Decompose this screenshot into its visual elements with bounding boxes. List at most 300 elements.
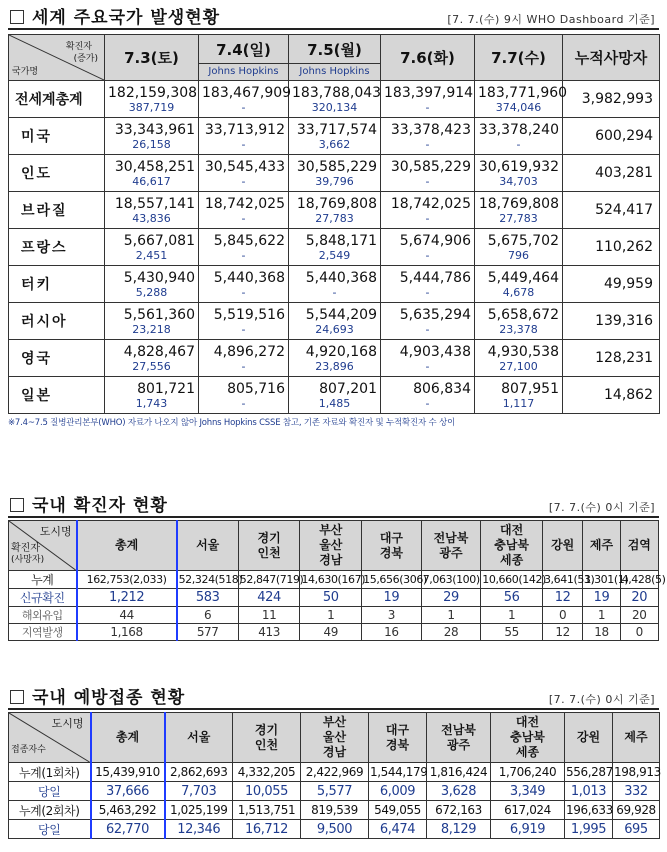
cumulative-cases: 183,397,914 bbox=[384, 84, 474, 101]
cumulative-cases: 30,585,229 bbox=[296, 158, 377, 175]
case-cell bbox=[289, 155, 381, 192]
world-title: 세계 주요국가 발생현황 bbox=[10, 3, 220, 28]
value-cell: 37,666 bbox=[91, 782, 165, 801]
daily-increase: 24,693 bbox=[315, 322, 354, 336]
cumulative-deaths: 128,231 bbox=[563, 340, 660, 377]
cumulative-deaths: 524,417 bbox=[563, 192, 660, 229]
cumulative-deaths: 49,959 bbox=[563, 266, 660, 303]
date-header: 7.4(일) Johns Hopkins bbox=[199, 35, 289, 81]
table-row bbox=[9, 763, 660, 782]
value-cell: 19 bbox=[362, 589, 422, 607]
domestic-section bbox=[8, 492, 666, 641]
value-cell: 20 bbox=[620, 589, 658, 607]
domestic-note: [7. 7.(수) 0시 기준] bbox=[548, 501, 655, 514]
cumulative-cases: 33,713,912 bbox=[204, 121, 285, 138]
value-cell: 3,628 bbox=[427, 782, 491, 801]
case-cell bbox=[289, 377, 381, 414]
value-cell: 50 bbox=[300, 589, 362, 607]
daily-increase: 320,134 bbox=[311, 100, 358, 114]
value-cell: 10,660(142) bbox=[481, 571, 543, 589]
case-cell bbox=[105, 155, 199, 192]
cumulative-cases: 5,519,516 bbox=[213, 306, 285, 323]
case-cell bbox=[289, 118, 381, 155]
cumulative-cases: 30,458,251 bbox=[114, 158, 195, 175]
case-cell bbox=[199, 266, 289, 303]
corner-top-label: 도시명 bbox=[39, 525, 72, 538]
case-cell bbox=[381, 229, 475, 266]
cumulative-cases: 5,444,786 bbox=[399, 269, 471, 286]
value-cell: 44 bbox=[77, 607, 177, 624]
value-cell: 1 bbox=[300, 607, 362, 624]
region-header: 강원 bbox=[565, 713, 613, 763]
world-title-row bbox=[8, 4, 659, 30]
table-row bbox=[9, 340, 660, 377]
cumulative-deaths: 110,262 bbox=[563, 229, 660, 266]
daily-increase: - bbox=[425, 396, 430, 410]
case-cell bbox=[105, 229, 199, 266]
case-cell bbox=[199, 118, 289, 155]
world-note: [7. 7.(수) 9시 WHO Dashboard 기준] bbox=[447, 13, 655, 26]
value-cell: 1,168 bbox=[77, 624, 177, 641]
table-row bbox=[9, 624, 659, 641]
domestic-table-body bbox=[9, 571, 666, 641]
daily-increase: - bbox=[241, 359, 246, 373]
date-source-label: Johns Hopkins bbox=[199, 63, 288, 77]
daily-increase: 387,719 bbox=[128, 100, 175, 114]
date-source-label: Johns Hopkins bbox=[289, 63, 380, 77]
cumulative-cases: 18,557,141 bbox=[114, 195, 195, 212]
daily-increase: - bbox=[516, 137, 521, 151]
value-cell: 196,633 bbox=[565, 801, 613, 820]
table-row bbox=[9, 266, 660, 303]
table-row bbox=[9, 820, 660, 839]
daily-increase: 1,117 bbox=[502, 396, 535, 410]
vaccination-title: 국내 예방접종 현황 bbox=[10, 683, 185, 708]
value-cell: 2,422,969 bbox=[301, 763, 369, 782]
daily-increase: 27,100 bbox=[499, 359, 538, 373]
row-label: 당일 bbox=[9, 782, 91, 801]
corner-bottom-sub-label: (사망자) bbox=[11, 555, 45, 565]
cumulative-cases: 5,658,672 bbox=[487, 306, 559, 323]
table-row bbox=[9, 377, 660, 414]
cumulative-cases: 33,378,423 bbox=[390, 121, 471, 138]
cumulative-cases: 30,585,229 bbox=[390, 158, 471, 175]
value-cell: 3,349 bbox=[491, 782, 565, 801]
case-cell bbox=[289, 266, 381, 303]
daily-increase: - bbox=[425, 174, 430, 188]
case-cell bbox=[381, 155, 475, 192]
cumulative-deaths: 403,281 bbox=[563, 155, 660, 192]
checkbox-square-icon bbox=[10, 498, 24, 512]
region-header: 강원 bbox=[542, 521, 582, 571]
cumulative-cases: 182,159,308 bbox=[108, 84, 198, 101]
value-cell: 15,656(306) bbox=[362, 571, 422, 589]
daily-increase: 23,896 bbox=[315, 359, 354, 373]
value-cell: 583 bbox=[177, 589, 239, 607]
row-label: 누계(2회차) bbox=[9, 801, 91, 820]
corner-top-label: 도시명 bbox=[51, 717, 84, 730]
country-name: 일본 bbox=[9, 377, 105, 414]
value-cell: 6,919 bbox=[491, 820, 565, 839]
corner-bottom-label: 접종자수 bbox=[11, 745, 46, 755]
value-cell: 2,862,693 bbox=[165, 763, 233, 782]
value-cell: 0 bbox=[542, 607, 582, 624]
domestic-title: 국내 확진자 현황 bbox=[10, 491, 168, 516]
case-cell bbox=[105, 340, 199, 377]
case-cell bbox=[475, 192, 563, 229]
corner-top-sub-label: (증가) bbox=[73, 54, 98, 64]
daily-increase: 2,549 bbox=[318, 248, 351, 262]
cumulative-cases: 18,769,808 bbox=[478, 195, 559, 212]
case-cell bbox=[105, 192, 199, 229]
value-cell: 56 bbox=[481, 589, 543, 607]
value-cell: 8,129 bbox=[427, 820, 491, 839]
corner-bottom-label: 국가명 bbox=[12, 67, 39, 77]
case-cell bbox=[199, 81, 292, 118]
value-cell: 1,706,240 bbox=[491, 763, 565, 782]
cumulative-cases: 801,721 bbox=[137, 380, 195, 397]
value-cell: 62,770 bbox=[91, 820, 165, 839]
cumulative-cases: 183,771,960 bbox=[478, 84, 568, 101]
daily-increase: 43,836 bbox=[132, 211, 171, 225]
case-cell bbox=[381, 377, 475, 414]
case-cell bbox=[475, 266, 563, 303]
case-cell bbox=[199, 229, 289, 266]
case-cell bbox=[289, 81, 381, 118]
region-header: 제주 bbox=[613, 713, 660, 763]
daily-increase: 27,783 bbox=[499, 211, 538, 225]
daily-increase: - bbox=[241, 285, 246, 299]
table-row bbox=[9, 589, 659, 607]
daily-increase: 46,617 bbox=[132, 174, 171, 188]
case-cell bbox=[289, 303, 381, 340]
case-cell bbox=[475, 81, 568, 118]
region-header: 대전 충남북 세종 bbox=[481, 521, 543, 571]
case-cell bbox=[475, 340, 563, 377]
value-cell: 5,577 bbox=[301, 782, 369, 801]
region-header: 대전 충남북 세종 bbox=[491, 713, 565, 763]
case-cell bbox=[105, 118, 199, 155]
daily-increase: 5,288 bbox=[135, 285, 168, 299]
cumulative-cases: 5,440,368 bbox=[305, 269, 377, 286]
world-table bbox=[8, 34, 660, 414]
value-cell: 69,928 bbox=[613, 801, 660, 820]
row-label: 당일 bbox=[9, 820, 91, 839]
case-cell bbox=[475, 229, 563, 266]
case-cell bbox=[381, 81, 475, 118]
cumulative-cases: 33,343,961 bbox=[114, 121, 195, 138]
cumulative-cases: 30,545,433 bbox=[204, 158, 285, 175]
checkbox-square-icon bbox=[10, 10, 24, 24]
value-cell: 3,641(53) bbox=[542, 571, 582, 589]
cumulative-cases: 5,848,171 bbox=[305, 232, 377, 249]
case-cell bbox=[199, 340, 289, 377]
table-row bbox=[9, 801, 660, 820]
daily-increase: - bbox=[241, 248, 246, 262]
daily-increase: 26,158 bbox=[132, 137, 171, 151]
vaccination-table bbox=[8, 712, 660, 839]
title-underline bbox=[8, 708, 659, 710]
table-row bbox=[9, 118, 660, 155]
cumulative-cases: 5,635,294 bbox=[399, 306, 471, 323]
value-cell: 1,995 bbox=[565, 820, 613, 839]
region-header: 대구 경북 bbox=[362, 521, 422, 571]
case-cell bbox=[199, 192, 289, 229]
region-header: 경기 인천 bbox=[233, 713, 301, 763]
case-cell bbox=[381, 303, 475, 340]
region-header: 총계 bbox=[77, 521, 177, 571]
cumulative-cases: 18,742,025 bbox=[204, 195, 285, 212]
daily-increase: 3,662 bbox=[318, 137, 351, 151]
daily-increase: 23,218 bbox=[132, 322, 171, 336]
table-row bbox=[9, 303, 660, 340]
country-name: 인도 bbox=[9, 155, 105, 192]
value-cell: 1,212 bbox=[77, 589, 177, 607]
daily-increase: - bbox=[332, 285, 337, 299]
country-name: 영국 bbox=[9, 340, 105, 377]
cumulative-cases: 5,667,081 bbox=[123, 232, 195, 249]
table-row bbox=[9, 192, 660, 229]
cumulative-cases: 5,544,209 bbox=[305, 306, 377, 323]
cumulative-cases: 5,440,368 bbox=[213, 269, 285, 286]
cumulative-cases: 805,716 bbox=[227, 380, 285, 397]
world-table-body bbox=[9, 81, 660, 414]
daily-increase: 2,451 bbox=[135, 248, 168, 262]
value-cell: 672,163 bbox=[427, 801, 491, 820]
daily-increase: - bbox=[425, 285, 430, 299]
case-cell bbox=[475, 377, 563, 414]
region-header: 검역 bbox=[620, 521, 658, 571]
cumulative-cases: 5,561,360 bbox=[123, 306, 195, 323]
case-cell bbox=[289, 229, 381, 266]
cumulative-cases: 33,378,240 bbox=[478, 121, 559, 138]
case-cell bbox=[105, 81, 199, 118]
title-underline bbox=[8, 516, 659, 518]
row-label: 지역발생 bbox=[9, 624, 77, 641]
row-label: 누계 bbox=[9, 571, 77, 589]
value-cell: 1,544,179 bbox=[369, 763, 427, 782]
value-cell: 3 bbox=[362, 607, 422, 624]
cumulative-cases: 4,920,168 bbox=[305, 343, 377, 360]
case-cell bbox=[381, 192, 475, 229]
table-row bbox=[9, 81, 660, 118]
region-header: 총계 bbox=[91, 713, 165, 763]
value-cell: 198,913 bbox=[613, 763, 660, 782]
value-cell: 15,439,910 bbox=[91, 763, 165, 782]
daily-increase: - bbox=[425, 248, 430, 262]
value-cell: 29 bbox=[421, 589, 481, 607]
domestic-header-row bbox=[9, 521, 659, 571]
value-cell: 7,703 bbox=[165, 782, 233, 801]
case-cell bbox=[381, 340, 475, 377]
value-cell: 424 bbox=[238, 589, 300, 607]
daily-increase: - bbox=[425, 211, 430, 225]
value-cell: 6,474 bbox=[369, 820, 427, 839]
case-cell bbox=[289, 340, 381, 377]
value-cell: 52,847(719) bbox=[238, 571, 300, 589]
value-cell: 11 bbox=[238, 607, 300, 624]
region-header: 전남북 광주 bbox=[421, 521, 481, 571]
value-cell: 1,301(1) bbox=[583, 571, 620, 589]
cumulative-cases: 4,903,438 bbox=[399, 343, 471, 360]
country-name: 프랑스 bbox=[9, 229, 105, 266]
value-cell: 55 bbox=[481, 624, 543, 641]
checkbox-square-icon bbox=[10, 690, 24, 704]
daily-increase: - bbox=[241, 137, 246, 151]
cumulative-deaths: 139,316 bbox=[563, 303, 660, 340]
vaccination-table-body bbox=[9, 763, 660, 839]
cumulative-cases: 18,742,025 bbox=[390, 195, 471, 212]
cumulative-cases: 33,717,574 bbox=[296, 121, 377, 138]
case-cell bbox=[381, 118, 475, 155]
daily-increase: - bbox=[425, 137, 430, 151]
region-header: 부산 울산 경남 bbox=[301, 713, 369, 763]
value-cell: 12 bbox=[542, 624, 582, 641]
daily-increase: 1,743 bbox=[135, 396, 168, 410]
date-header: 7.3(토) bbox=[105, 35, 199, 81]
cumulative-deaths: 14,862 bbox=[563, 377, 660, 414]
cumulative-cases: 807,201 bbox=[319, 380, 377, 397]
world-header-row bbox=[9, 35, 660, 81]
region-header: 제주 bbox=[583, 521, 620, 571]
case-cell bbox=[475, 118, 563, 155]
cumulative-cases: 5,675,702 bbox=[487, 232, 559, 249]
value-cell: 332 bbox=[613, 782, 660, 801]
case-cell bbox=[289, 192, 381, 229]
cumulative-cases: 807,951 bbox=[501, 380, 559, 397]
value-cell: 577 bbox=[177, 624, 239, 641]
table-row bbox=[9, 571, 659, 589]
daily-increase: 34,703 bbox=[499, 174, 538, 188]
daily-increase: - bbox=[241, 322, 246, 336]
case-cell bbox=[199, 155, 289, 192]
country-name: 전세계총계 bbox=[9, 81, 105, 118]
case-cell bbox=[105, 266, 199, 303]
country-name: 브라질 bbox=[9, 192, 105, 229]
value-cell: 0 bbox=[620, 624, 658, 641]
cumulative-cases: 4,930,538 bbox=[487, 343, 559, 360]
date-header: 7.7(수) bbox=[475, 35, 563, 81]
case-cell bbox=[199, 303, 289, 340]
cumulative-cases: 30,619,932 bbox=[478, 158, 559, 175]
corner-top-label: 확진자 bbox=[65, 42, 92, 52]
value-cell: 16,712 bbox=[233, 820, 301, 839]
value-cell: 16 bbox=[362, 624, 422, 641]
value-cell: 6,009 bbox=[369, 782, 427, 801]
cumulative-cases: 4,828,467 bbox=[123, 343, 195, 360]
case-cell bbox=[475, 303, 563, 340]
daily-increase: 374,046 bbox=[495, 100, 542, 114]
cumulative-cases: 183,788,043 bbox=[292, 84, 382, 101]
value-cell: 1,816,424 bbox=[427, 763, 491, 782]
daily-increase: - bbox=[425, 100, 430, 114]
title-underline bbox=[8, 28, 659, 30]
diagonal-header-cell bbox=[9, 713, 91, 763]
region-header: 부산 울산 경남 bbox=[300, 521, 362, 571]
daily-increase: 23,378 bbox=[499, 322, 538, 336]
daily-increase: 1,485 bbox=[318, 396, 351, 410]
case-cell bbox=[105, 377, 199, 414]
domestic-table bbox=[8, 520, 666, 641]
daily-increase: 796 bbox=[508, 248, 529, 262]
value-cell: 28 bbox=[421, 624, 481, 641]
date-header: 7.6(화) bbox=[381, 35, 475, 81]
value-cell: 617,024 bbox=[491, 801, 565, 820]
cumulative-cases: 18,769,808 bbox=[296, 195, 377, 212]
region-header: 전남북 광주 bbox=[427, 713, 491, 763]
vaccination-title-row bbox=[8, 684, 659, 710]
cumulative-cases: 5,430,940 bbox=[123, 269, 195, 286]
daily-increase: - bbox=[241, 396, 246, 410]
cum-deaths-header: 누적사망자 bbox=[563, 35, 660, 81]
case-cell bbox=[381, 266, 475, 303]
vaccination-header-row bbox=[9, 713, 660, 763]
value-cell: 12,346 bbox=[165, 820, 233, 839]
daily-increase: - bbox=[241, 174, 246, 188]
daily-increase: - bbox=[241, 100, 246, 114]
value-cell: 1,513,751 bbox=[233, 801, 301, 820]
value-cell: 5,463,292 bbox=[91, 801, 165, 820]
row-label: 누계(1회차) bbox=[9, 763, 91, 782]
diagonal-header-cell bbox=[9, 521, 77, 571]
case-cell bbox=[105, 303, 199, 340]
daily-increase: 27,783 bbox=[315, 211, 354, 225]
cumulative-cases: 183,467,909 bbox=[202, 84, 292, 101]
cumulative-cases: 5,674,906 bbox=[399, 232, 471, 249]
value-cell: 6 bbox=[177, 607, 239, 624]
cumulative-cases: 5,449,464 bbox=[487, 269, 559, 286]
world-footnote: ※7.4~7.5 질병관리본부(WHO) 자료가 나오지 않아 Johns Hopkins CSSE 참고, 기존 자료와 확진자 및 누적확진자 수 상이 bbox=[8, 418, 456, 428]
value-cell: 12 bbox=[542, 589, 582, 607]
table-row bbox=[9, 155, 660, 192]
corner-bottom-label: 확진자 bbox=[11, 543, 40, 554]
daily-increase: 27,556 bbox=[132, 359, 171, 373]
value-cell: 1,025,199 bbox=[165, 801, 233, 820]
cumulative-cases: 4,896,272 bbox=[213, 343, 285, 360]
value-cell: 549,055 bbox=[369, 801, 427, 820]
region-header: 대구 경북 bbox=[369, 713, 427, 763]
vaccination-section bbox=[8, 684, 659, 839]
cumulative-deaths: 600,294 bbox=[563, 118, 660, 155]
cumulative-cases: 5,845,622 bbox=[213, 232, 285, 249]
date-header: 7.5(월) Johns Hopkins bbox=[289, 35, 381, 81]
value-cell: 4,428(5) bbox=[620, 571, 658, 589]
daily-increase: 39,796 bbox=[315, 174, 354, 188]
country-name: 러시아 bbox=[9, 303, 105, 340]
table-row bbox=[9, 607, 659, 624]
region-header: 서울 bbox=[177, 521, 239, 571]
world-section bbox=[8, 4, 659, 428]
value-cell: 1,013 bbox=[565, 782, 613, 801]
case-cell bbox=[199, 377, 289, 414]
daily-increase: - bbox=[425, 359, 430, 373]
value-cell: 20 bbox=[620, 607, 658, 624]
value-cell: 1 bbox=[481, 607, 543, 624]
diagonal-header-cell bbox=[9, 35, 105, 81]
value-cell: 7,063(100) bbox=[421, 571, 481, 589]
row-label: 해외유입 bbox=[9, 607, 77, 624]
value-cell: 556,287 bbox=[565, 763, 613, 782]
country-name: 터키 bbox=[9, 266, 105, 303]
value-cell: 9,500 bbox=[301, 820, 369, 839]
value-cell: 1 bbox=[421, 607, 481, 624]
value-cell: 19 bbox=[583, 589, 620, 607]
daily-increase: - bbox=[425, 322, 430, 336]
table-row bbox=[9, 782, 660, 801]
cumulative-cases: 806,834 bbox=[413, 380, 471, 397]
value-cell: 52,324(518) bbox=[177, 571, 239, 589]
domestic-title-row bbox=[8, 492, 659, 518]
